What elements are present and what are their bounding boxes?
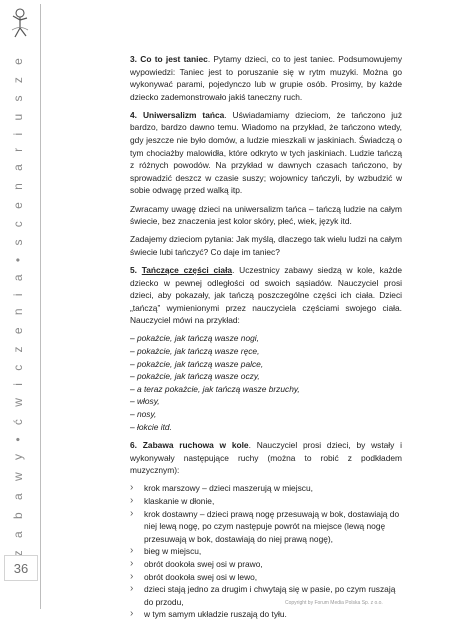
list-item-text: bieg w miejscu, — [144, 546, 202, 557]
list-item: – pokażcie, jak tańczą wasze ręce, — [130, 345, 260, 356]
section-6-number: 6. — [130, 440, 137, 451]
chevron-right-icon: › — [130, 557, 134, 569]
section-3 — [130, 53, 402, 103]
sidebar-vertical-text: z a b a w y • ć w i c z e n i a • s c e n a r i u s z e — [11, 53, 25, 557]
list-item: – włosy, — [130, 396, 160, 407]
list-item — [130, 482, 402, 495]
section-6-heading: Zabawa ruchowa w kole — [142, 440, 249, 451]
section-4-number: 4. — [130, 109, 137, 120]
section-5 — [130, 264, 402, 327]
list-item — [130, 608, 402, 621]
list-item: – pokażcie, jak tańczą wasze oczy, — [130, 371, 260, 382]
list-item — [130, 545, 402, 558]
chevron-right-icon: › — [130, 545, 134, 557]
section-3-number: 3. — [130, 54, 137, 64]
list-item-text: dzieci stają jedno za drugim i chwytają się w pasie, po czym ruszają do przodu, — [144, 584, 396, 607]
list-item-text: krok marszowy – dzieci maszerują w miejscu, — [144, 483, 313, 494]
sidebar — [0, 0, 40, 620]
dancing-figure-logo — [6, 6, 34, 40]
section-6 — [130, 439, 402, 477]
sidebar-section-title — [4, 53, 32, 557]
list-item-text: obrót dookoła swej osi w prawo, — [144, 558, 263, 569]
list-item — [130, 508, 402, 546]
chevron-right-icon: › — [130, 495, 134, 506]
page-number: 36 — [13, 560, 29, 576]
list-item — [130, 495, 402, 508]
section-3-text: . Pytamy dzieci, co to jest taniec. Podsumowujemy wypowiedzi: Taniec jest to poruszanie się w rytm muzyki. Można go wykonywać parami, pojedynczo lub w grupie osób. Prosimy, by każde dziecko zademonstrowało jakiś taneczny ruch. — [130, 54, 403, 102]
section-4-text: . Uświadamiamy dzieciom, że tańczono już bardzo, bardzo dawno temu. Wiadomo na przykład, że tańczono wtedy, gdy jeszcze nie było domów, a ludzie mieszkali w jaskiniach. Świadczą o tym chociażby malowidła, które odkryto w tych jaskiniach. Ludzie tańczą z różnych powodów. Na przykład w dawnych czasach tańczono, by sprowadzić deszcz w czasie suszy; wojownicy tańczyli, by wzbudzić w sobie odwagę przed walką itp. — [130, 109, 403, 196]
paragraph-questions: Zadajemy dzieciom pytania: Jak myślą, dlaczego tak wielu ludzi na całym świecie lubi tańczyć? Co daje im taniec? — [130, 234, 402, 257]
section-5-heading: Tańczące części ciała — [141, 264, 233, 275]
section-4 — [130, 109, 402, 197]
section-6-text: . Nauczyciel prosi dzieci, by wstały i wykonywały następujące ruchy (można to robić z podkładem muzycznym): — [130, 440, 402, 476]
list-item: – nosy, — [130, 408, 157, 419]
list-item: – łokcie itd. — [130, 421, 172, 432]
chevron-right-icon: › — [130, 608, 134, 620]
section-3-heading: Co to jest taniec — [140, 54, 208, 64]
chevron-right-icon: › — [130, 570, 134, 582]
list-item: – a teraz pokażcie, jak tańczą wasze brzuchy, — [130, 383, 300, 394]
chevron-right-icon: › — [130, 507, 134, 519]
list-item-text: w tym samym układzie ruszają do tyłu. — [144, 609, 287, 620]
list-item-text: krok dostawny – dzieci prawą nogę przesuwają w bok, dostawiają do niej lewą nogę, po czym następuje powrót na miejsce (lewą nogę przesuwają w bok, dostawiają do niej prawą nogę), — [144, 508, 400, 544]
section-4-heading: Uniwersalizm tańca — [142, 109, 225, 120]
chevron-right-icon: › — [130, 583, 134, 595]
body-parts-list — [130, 332, 402, 433]
paragraph-universalism: Zwracamy uwagę dzieci na uniwersalizm tańca – tańczą ludzie na całym świecie, bez znaczenia jest kolor skóry, płeć, wiek, język itd. — [130, 203, 402, 227]
list-item: – pokażcie, jak tańczą wasze nogi, — [130, 333, 259, 344]
page-content — [130, 53, 402, 621]
list-item-text: klaskanie w dłonie, — [144, 496, 215, 506]
list-item — [130, 571, 402, 584]
list-item — [130, 558, 402, 571]
page-number-box — [4, 555, 38, 581]
copyright-footer: Copyright by Forum Media Polska Sp. z o.o. — [285, 600, 383, 606]
section-5-number: 5. — [130, 264, 137, 275]
section-5-text: . Uczestnicy zabawy siedzą w kole, każde dziecko w pewnej odległości od swoich sąsiadów. Nauczyciel prosi dzieci, aby pokazały, jak tańczą poszczególne części ich ciała. Dzieci „tańczą” wymienionymi przez nauczyciela częściami swojego ciała. Nauczyciel mówi na przykład: — [130, 264, 402, 326]
list-item: – pokażcie, jak tańczą wasze palce, — [130, 358, 264, 369]
sidebar-divider — [40, 4, 41, 609]
list-item-text: obrót dookoła swej osi w lewo, — [144, 571, 258, 582]
chevron-right-icon: › — [130, 482, 134, 494]
